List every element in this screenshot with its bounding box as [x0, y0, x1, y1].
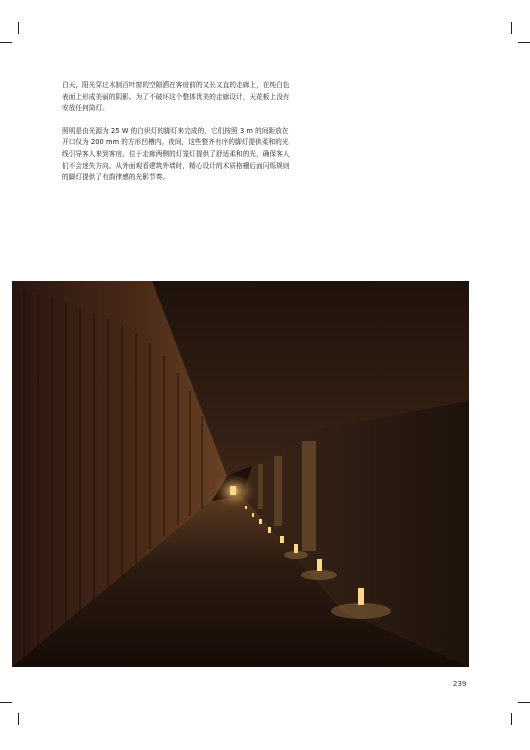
- crop-mark-bottom-right-h: [518, 702, 530, 703]
- crop-mark-top-left-h: [0, 42, 12, 43]
- page-number: 239: [453, 680, 467, 688]
- crop-mark-bottom-right-v: [511, 713, 512, 725]
- body-text: [62, 80, 294, 195]
- paragraph-1: 白天，阳光穿过木制百叶窗的空隙洒在客房前的又长又直的走廊上，在纯白色表面上形成美丽的阴影。为了不破坏这个整体优美的走廊设计，天花板上没有安放任何筒灯。: [62, 81, 290, 113]
- corridor-photo: [12, 281, 469, 667]
- crop-mark-top-right-h: [518, 42, 530, 43]
- paragraph-2: 照明是由光源为 25 W 的白炽灯的脚灯来完成的，它们按照 3 m 的间距放在开口仅为 200 mm 的方形凹槽内。夜间，这些整齐有序的脚灯提供柔和的光线引导客人来到客房。位于走廊两侧的灯笼灯提供了舒适柔和的光，确保客人们不会迷失方向。从外面观看建筑外墙时，精心设计的木质格栅后面闪烁规则的脚灯提供了有韵律感的光影节奏。: [62, 126, 290, 182]
- crop-mark-bottom-left-v: [18, 713, 19, 725]
- crop-mark-bottom-left-h: [0, 702, 12, 703]
- corridor-illustration: [12, 281, 469, 667]
- crop-mark-top-right-v: [511, 22, 512, 34]
- crop-mark-top-left-v: [18, 22, 19, 34]
